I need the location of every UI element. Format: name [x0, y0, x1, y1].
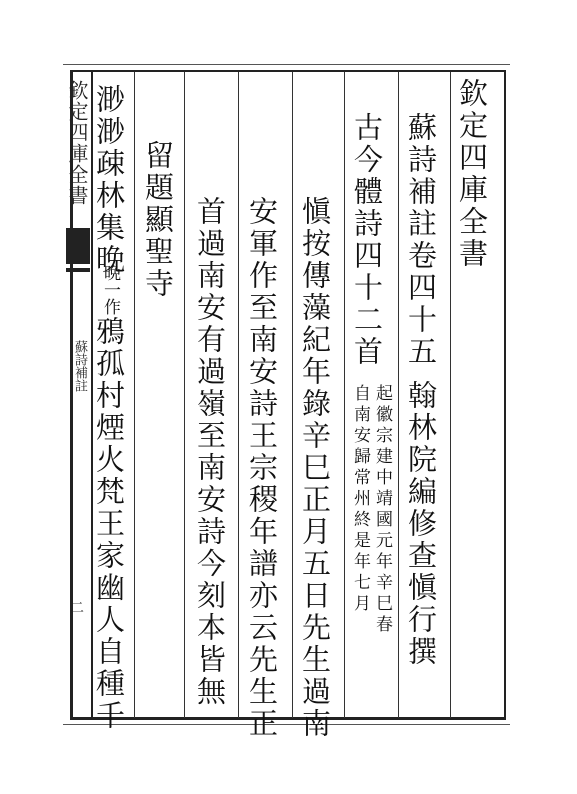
poem-count: 古今體詩四十二首: [350, 112, 384, 368]
note-line-a: 起徽宗建中靖國元年辛巳春: [372, 384, 392, 636]
volume-title: 蘇詩補註卷四十五: [404, 112, 438, 368]
commentary-line-2: 安軍作至南安詩王宗稷年譜亦云先生正: [245, 196, 279, 740]
header-title: 欽定四庫全書: [455, 78, 489, 270]
column-rule: [344, 72, 345, 718]
poem-title: 留題顯聖寺: [141, 140, 175, 300]
column-rule: [184, 72, 185, 718]
poem-text-head: 渺渺疎林集晚: [92, 84, 126, 276]
fold-book-title: 蘇詩補註: [72, 340, 87, 392]
fold-title: 欽定四庫全書: [65, 80, 89, 206]
commentary-line-1: 愼按傳藻紀年錄辛巳正月五日先生過南: [298, 196, 332, 740]
column-rule: [398, 72, 399, 718]
fold-page-number: 二: [68, 600, 84, 614]
poem-text-rest: 鴉孤村煙火梵王家幽人自種千: [92, 316, 126, 732]
column-rule: [134, 72, 135, 718]
variant-note: 晩一作: [100, 264, 120, 315]
commentary-line-3: 首過南安有過嶺至南安詩今刻本皆無: [193, 196, 227, 708]
page-frame: [70, 70, 506, 720]
fold-fishtail-line: [66, 268, 90, 272]
note-line-b: 自南安歸常州終是年七月: [350, 384, 370, 615]
author-line: 翰林院編修查愼行撰: [404, 380, 438, 668]
column-rule: [450, 72, 451, 718]
fold-fishtail-mark: [66, 228, 90, 264]
column-rule: [238, 72, 239, 718]
column-rule: [292, 72, 293, 718]
